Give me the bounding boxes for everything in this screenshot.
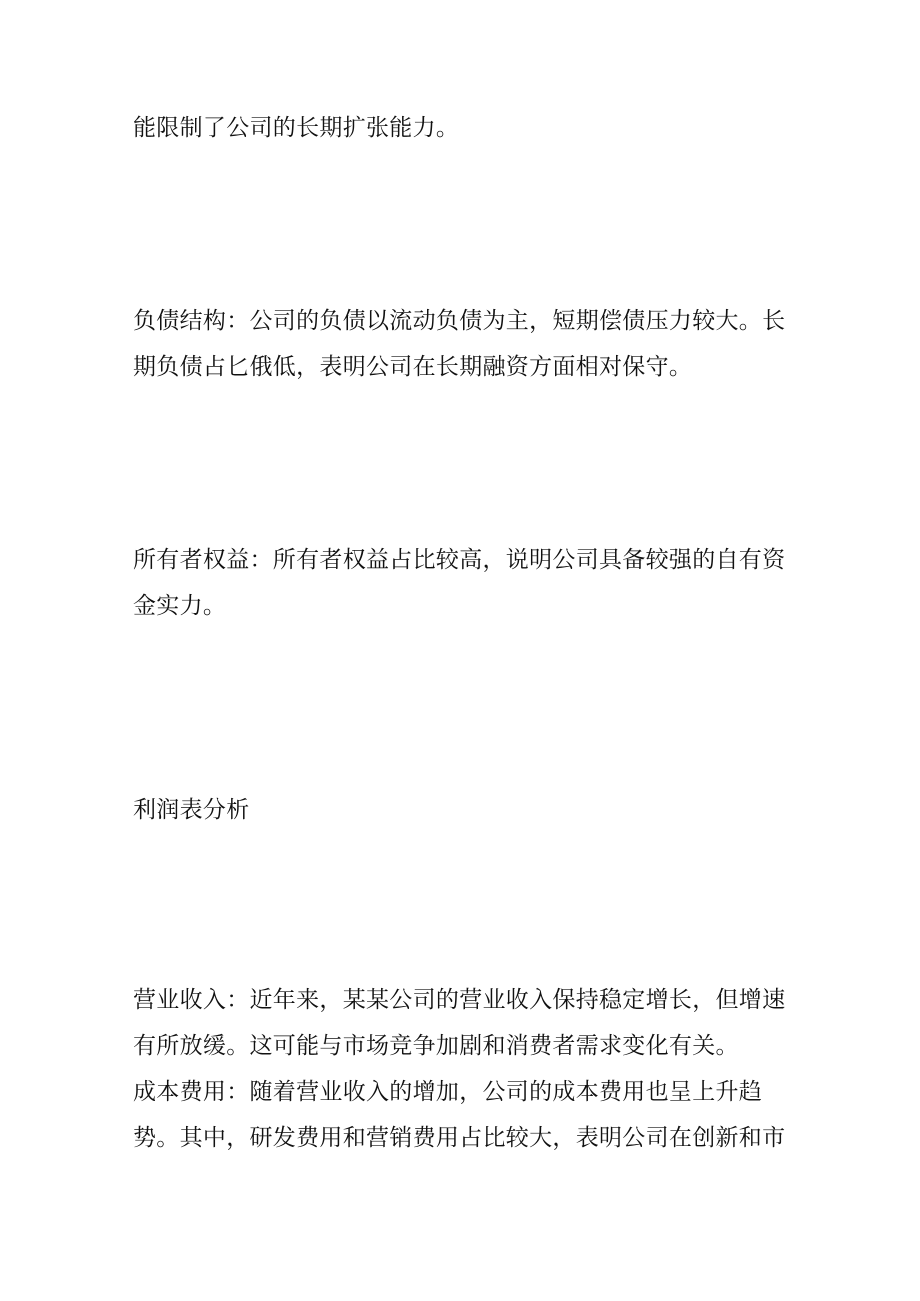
text-line: 负债结构：公司的负债以流动负债为主，短期偿债压力较大。长 bbox=[133, 308, 786, 334]
text-line: 营业收入：近年来，某某公司的营业收入保持稳定增长，但增速 bbox=[133, 987, 786, 1013]
text-line: 能限制了公司的长期扩张能力。 bbox=[133, 115, 460, 141]
paragraph-revenue-and-costs bbox=[133, 977, 793, 1161]
text-line: 金实力。 bbox=[133, 593, 227, 619]
text-line: 利润表分析 bbox=[133, 797, 250, 823]
text-line: 有所放缓。这可能与市场竞争加剧和消费者需求变化有关。 bbox=[133, 1033, 739, 1059]
text-line: 所有者权益：所有者权益占比较高，说明公司具备较强的自有资 bbox=[133, 547, 786, 573]
paragraph-expansion-capacity bbox=[133, 105, 793, 151]
text-line: 成本费用：随着营业收入的增加，公司的成本费用也呈上升趋 bbox=[133, 1079, 763, 1105]
paragraph-debt-structure bbox=[133, 298, 793, 390]
paragraph-owners-equity bbox=[133, 537, 793, 629]
section-heading-income-statement bbox=[133, 787, 793, 833]
text-line: 势。其中，研发费用和营销费用占比较大，表明公司在创新和市 bbox=[133, 1125, 786, 1151]
text-line: 期负债占匕俄低，表明公司在长期融资方面相对保守。 bbox=[133, 354, 693, 380]
